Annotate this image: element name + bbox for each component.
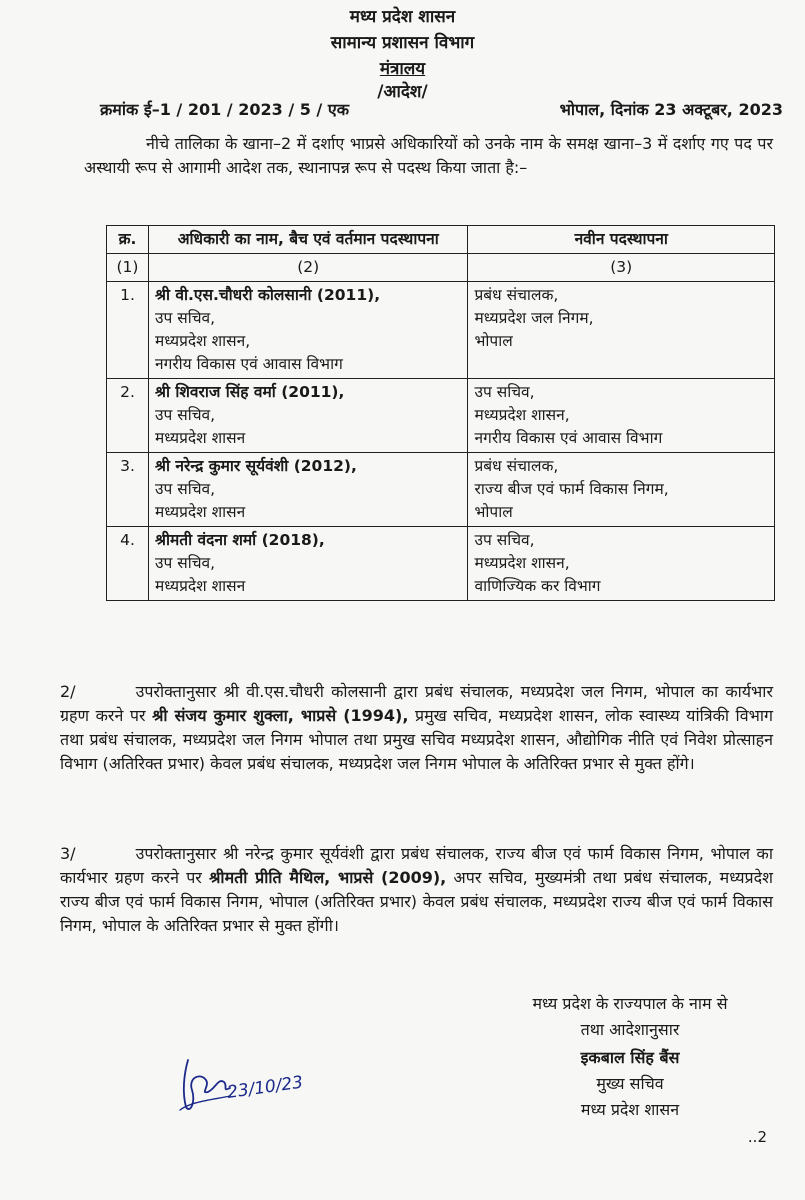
table-colnum-row <box>107 254 775 282</box>
officer-name: श्री वी.एस.चौधरी कोलसानी (2011), <box>154 286 381 304</box>
new-posting-line: मध्यप्रदेश जल निगम, <box>474 309 594 327</box>
row-sn: 4. <box>107 527 149 601</box>
table-colnum: (3) <box>468 254 775 282</box>
new-posting-line: उप सचिव, <box>474 383 535 401</box>
paragraph-2 <box>60 680 773 776</box>
officer-current-line: उप सचिव, <box>154 309 216 327</box>
officer-current-line: मध्यप्रदेश शासन <box>154 503 246 521</box>
table-header-sn: क्र. <box>107 226 149 254</box>
paragraph-3-number: 3/ <box>60 844 76 863</box>
paragraph-2-text-pre: उपरोक्तानुसार श्री वी.एस.चौधरी कोलसानी द्वारा प्रबंध संचालक, मध्यप्रदेश जल निगम, भोपाल का कार्यभार ग्रहण करने पर <box>60 682 773 725</box>
table-colnum: (1) <box>107 254 149 282</box>
header-office: मंत्रालय <box>379 59 426 79</box>
paragraph-2-number: 2/ <box>60 682 76 701</box>
header-doc-type: /आदेश/ <box>377 82 428 102</box>
row-officer <box>148 527 468 601</box>
row-sn: 1. <box>107 282 149 379</box>
new-posting-line: वाणिज्यिक कर विभाग <box>474 577 601 595</box>
table-row <box>107 527 775 601</box>
officer-name: श्री नरेन्द्र कुमार सूर्यवंशी (2012), <box>154 457 357 475</box>
paragraph-2-text-post: प्रमुख सचिव, मध्यप्रदेश शासन, लोक स्वास्थ्य यांत्रिकी विभाग तथा प्रबंध संचालक, मध्यप्रदेश जल निगम भोपाल तथा प्रमुख सचिव मध्यप्रदेश शासन, औद्योगिक नीति एवं निवेश प्रोत्साहन विभाग (अतिरिक्त प्रभार) केवल प्रबंध संचालक, मध्यप्रदेश जल निगम भोपाल के अतिरिक्त प्रभार से मुक्त होंगे। <box>60 706 773 773</box>
table-header-new-posting: नवीन पदस्थापना <box>468 226 775 254</box>
new-posting-line: प्रबंध संचालक, <box>474 286 559 304</box>
new-posting-line: उप सचिव, <box>474 531 535 549</box>
officer-name: श्रीमती वंदना शर्मा (2018), <box>154 531 325 549</box>
paragraph-3-text-post: अपर सचिव, मुख्यमंत्री तथा प्रबंध संचालक, मध्यप्रदेश राज्य बीज एवं फार्म विकास निगम, भोपाल (अतिरिक्त प्रभार) केवल प्रबंध संचालक, मध्यप्रदेश राज्य बीज एवं फार्म विकास निगम, भोपाल के अतिरिक्त प्रभार से मुक्त होंगी। <box>60 868 773 935</box>
new-posting-line: मध्यप्रदेश शासन, <box>474 554 570 572</box>
officer-name: श्री शिवराज सिंह वर्मा (2011), <box>154 383 345 401</box>
officer-current-line: मध्यप्रदेश शासन, <box>154 332 251 350</box>
table-colnum: (2) <box>148 254 468 282</box>
new-posting-line: मध्यप्रदेश शासन, <box>474 406 570 424</box>
row-sn: 2. <box>107 379 149 453</box>
officer-current-line: मध्यप्रदेश शासन <box>154 577 246 595</box>
officer-current-line: नगरीय विकास एवं आवास विभाग <box>154 355 343 373</box>
row-new-posting <box>468 453 775 527</box>
row-new-posting <box>468 527 775 601</box>
signature-date: 23/10/23 <box>225 1072 305 1103</box>
order-reference-row <box>100 98 783 120</box>
signatory-org: मध्य प्रदेश शासन <box>580 1100 680 1119</box>
new-posting-line: राज्य बीज एवं फार्म विकास निगम, <box>474 480 669 498</box>
closing-line-2: तथा आदेशानुसार <box>580 1020 680 1039</box>
new-posting-line: भोपाल <box>474 503 513 521</box>
handwritten-signature-icon <box>170 1052 320 1126</box>
paragraph-2-officer: श्री संजय कुमार शुक्ला, भाप्रसे (1994), <box>152 706 409 725</box>
row-officer <box>148 379 468 453</box>
page-number: ..2 <box>747 1128 767 1146</box>
signatory-name: इकबाल सिंह बैंस <box>580 1048 680 1067</box>
officer-current-line: उप सचिव, <box>154 480 216 498</box>
table-header-officer: अधिकारी का नाम, बैच एवं वर्तमान पदस्थापना <box>148 226 468 254</box>
order-place-date: भोपाल, दिनांक 23 अक्टूबर, 2023 <box>559 100 783 119</box>
table-row <box>107 379 775 453</box>
row-new-posting <box>468 282 775 379</box>
paragraph-3-text-pre: उपरोक्तानुसार श्री नरेन्द्र कुमार सूर्यवंशी द्वारा प्रबंध संचालक, राज्य बीज एवं फार्म विकास निगम, भोपाल का कार्यभार ग्रहण करने पर <box>60 844 773 887</box>
row-sn: 3. <box>107 453 149 527</box>
table-header-row <box>107 226 775 254</box>
table-row <box>107 282 775 379</box>
new-posting-line: भोपाल <box>474 332 513 350</box>
intro-paragraph: नीचे तालिका के खाना–2 में दर्शाए भाप्रसे अधिकारियों को उनके नाम के समक्ष खाना–3 में दर्शाए गए पद पर अस्थायी रूप से आगामी आदेश तक, स्थानापन्न रूप से पदस्थ किया जाता है:– <box>84 134 773 177</box>
header-state: मध्य प्रदेश शासन <box>349 7 456 27</box>
table-row <box>107 453 775 527</box>
officer-current-line: मध्यप्रदेश शासन <box>154 429 246 447</box>
officer-current-line: उप सचिव, <box>154 406 216 424</box>
row-officer <box>148 282 468 379</box>
posting-table <box>106 225 775 601</box>
signatory-designation: मुख्य सचिव <box>596 1074 664 1093</box>
new-posting-line: नगरीय विकास एवं आवास विभाग <box>474 429 663 447</box>
paragraph-3-officer: श्रीमती प्रीति मैथिल, भाप्रसे (2009), <box>209 868 447 887</box>
officer-current-line: उप सचिव, <box>154 554 216 572</box>
closing-line-1: मध्य प्रदेश के राज्यपाल के नाम से <box>532 994 728 1013</box>
header-department: सामान्य प्रशासन विभाग <box>330 33 475 53</box>
row-officer <box>148 453 468 527</box>
new-posting-line: प्रबंध संचालक, <box>474 457 559 475</box>
row-new-posting <box>468 379 775 453</box>
paragraph-3 <box>60 842 773 938</box>
order-number: क्रमांक ई–1 / 201 / 2023 / 5 / एक <box>100 100 349 119</box>
